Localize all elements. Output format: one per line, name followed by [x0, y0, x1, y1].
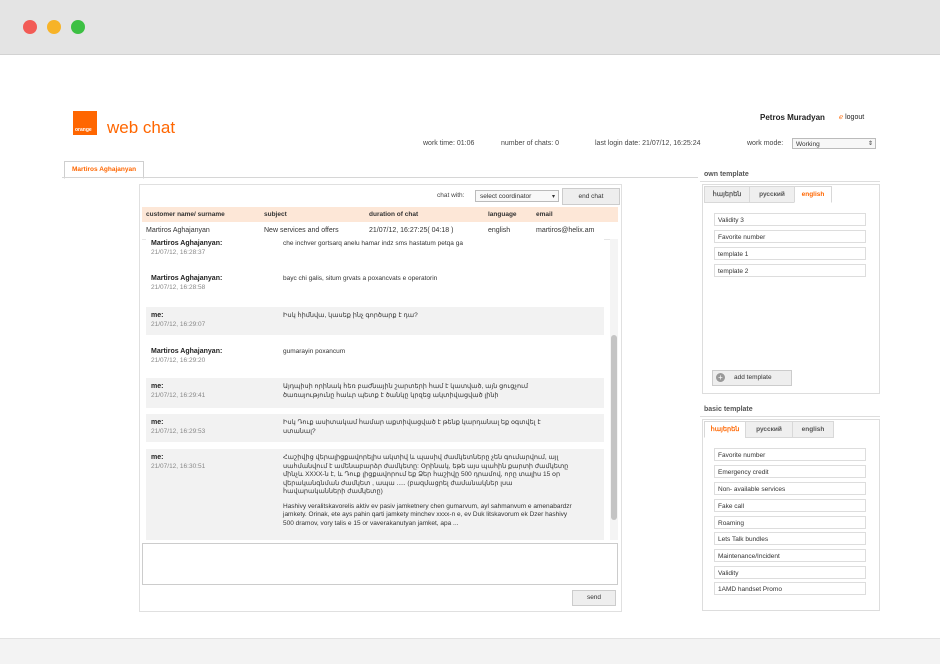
basic-template-item[interactable]: Lets Talk bundles [714, 532, 866, 545]
user-name: Petros Muradyan [760, 113, 825, 122]
basic-template-item[interactable]: Fake call [714, 499, 866, 512]
message-item [146, 343, 604, 375]
own-template-item[interactable]: Validity 3 [714, 213, 866, 226]
own-template-item[interactable]: template 1 [714, 247, 866, 260]
logo-text: orange [75, 127, 92, 133]
column-header-name: customer name/ surname [146, 211, 225, 218]
message-time: 21/07/12, 16:29:07 [151, 321, 206, 328]
own-tab-russian[interactable]: русский [749, 186, 795, 203]
send-button[interactable]: send [572, 590, 616, 606]
message-item [146, 270, 604, 304]
coordinator-select[interactable] [475, 190, 559, 202]
customer-info-row [142, 222, 618, 240]
add-template-button[interactable] [712, 370, 792, 386]
window-titlebar [0, 0, 940, 55]
orange-logo [73, 111, 97, 135]
basic-template-divider [700, 416, 880, 417]
work-time-label: work time: [423, 140, 455, 147]
chats-count-stat [501, 140, 559, 147]
message-author: me: [151, 454, 164, 461]
message-input[interactable] [142, 543, 618, 585]
updown-arrow-icon: ⇕ [867, 141, 873, 147]
chat-duration: 21/07/12, 16:27:25( 04:18 ) [369, 227, 454, 234]
basic-template-item[interactable]: Roaming [714, 516, 866, 529]
message-item [146, 414, 604, 442]
basic-template-item[interactable]: Validity [714, 566, 866, 579]
work-mode-select[interactable] [792, 138, 876, 149]
column-header-subject: subject [264, 211, 287, 218]
message-list[interactable] [142, 239, 610, 540]
basic-template-item[interactable]: Maintenance/Incident [714, 549, 866, 562]
work-time-value: 01:06 [456, 140, 475, 147]
end-chat-button[interactable]: end chat [562, 188, 620, 205]
customer-name: Martiros Aghajanyan [146, 227, 210, 234]
plus-icon: + [716, 373, 725, 382]
tab-customer-chat[interactable]: Martiros Aghajanyan [64, 161, 144, 179]
work-mode-value: Working [796, 141, 820, 148]
message-text: Իսկ Դուք ասիտակամ համար աքտիվացված է թենք կարդանալ եք օգտվել է ստանալ? [283, 419, 541, 435]
own-template-item[interactable]: Favorite number [714, 230, 866, 243]
basic-template-item[interactable]: Favorite number [714, 448, 866, 461]
own-tab-armenian[interactable]: հայերեն [704, 186, 750, 203]
basic-template-item[interactable]: Non- available services [714, 482, 866, 495]
basic-template-item[interactable]: Emergency credit [714, 465, 866, 478]
own-template-title: own template [704, 171, 749, 178]
message-author: Martiros Aghajanyan: [151, 348, 223, 355]
close-window-button[interactable] [23, 20, 37, 34]
column-header-language: language [488, 211, 517, 218]
logout-icon: ℯ [839, 114, 844, 121]
message-item [146, 449, 604, 540]
message-time: 21/07/12, 16:28:58 [151, 284, 206, 291]
message-text: Այդպիսի որինակ հեռ բաժնային շարտերի համ է կատված, այն ցուցչում ծառայությունը հաևր պետք է ծանկը կրզեց ակտիվացված լինի [283, 383, 529, 399]
customer-info-header [142, 207, 618, 222]
column-header-duration: duration of chat [369, 211, 419, 218]
tab-divider [62, 177, 698, 178]
column-header-email: email [536, 211, 553, 218]
chats-count-value: 0 [555, 140, 559, 147]
logout-label: logout [845, 114, 865, 121]
message-author: Martiros Aghajanyan: [151, 240, 223, 247]
message-time: 21/07/12, 16:30:51 [151, 463, 206, 470]
logout-link[interactable] [839, 113, 864, 121]
app-title: web chat [107, 118, 176, 137]
customer-subject: New services and offers [264, 227, 339, 234]
work-mode-label: work mode: [747, 140, 784, 147]
coordinator-select-value: select coordinator [480, 193, 532, 200]
basic-template-item[interactable]: 1AMD handset Promo [714, 582, 866, 595]
message-item [146, 378, 604, 408]
basic-tab-english[interactable]: english [792, 421, 834, 438]
own-tab-english[interactable]: english [794, 186, 832, 203]
message-author: Martiros Aghajanyan: [151, 275, 223, 282]
last-login-label: last login date: [595, 140, 641, 147]
basic-template-title: basic template [704, 406, 753, 413]
own-template-item[interactable]: template 2 [714, 264, 866, 277]
customer-email: martiros@helix.am [536, 227, 595, 234]
window-bottom-frame [0, 638, 940, 664]
message-item [146, 307, 604, 335]
message-text: bayc chi galis, situm grvats a poxancvats e operatorin [283, 275, 438, 282]
customer-language: english [488, 227, 511, 234]
message-scroll-thumb[interactable] [611, 335, 617, 520]
message-text-latin: Hashivy veralitskavorelis aktiv ev pasiv jamketnery chen gumarvum, ayl sahmanvum e amenabardzr jamkety. Orinak, ete ays pahin qarti jamkety minchev xxxx-n e, ev Duk litskavorum ek Dzer hashivy 500 dramov, vory talis e 15 or vaverakanutyan jamket, apa ... [283, 502, 572, 527]
own-template-divider [700, 181, 880, 182]
basic-tab-armenian[interactable]: հայերեն [704, 421, 746, 438]
message-author: me: [151, 419, 164, 426]
message-text: Իսկ հիմնվա, կասեք ինչ գործարք է դա? [283, 312, 418, 319]
chat-with-label: chat with: [437, 192, 465, 199]
add-template-label: add template [734, 374, 772, 381]
message-time: 21/07/12, 16:29:41 [151, 392, 206, 399]
message-text: gumarayin poxancum [283, 348, 346, 355]
message-author: me: [151, 383, 164, 390]
minimize-window-button[interactable] [47, 20, 61, 34]
last-login-value: 21/07/12, 16:25:24 [642, 140, 701, 147]
message-time: 21/07/12, 16:29:53 [151, 428, 206, 435]
basic-tab-russian[interactable]: русский [745, 421, 793, 438]
message-text [283, 454, 573, 528]
maximize-window-button[interactable] [71, 20, 85, 34]
last-login-stat [595, 140, 701, 147]
chats-count-label: number of chats: [501, 140, 554, 147]
message-time: 21/07/12, 16:29:20 [151, 357, 206, 364]
message-item [146, 239, 604, 269]
message-author: me: [151, 312, 164, 319]
chevron-down-icon: ▾ [551, 194, 555, 200]
work-time-stat [423, 140, 474, 147]
message-text-armenian: Հաշիվից վերալիցքավորելիս ակտիվ և պասիվ ժամկետները չեն գումարվում, այլ սահմանվում է ամենաբարձր ժամկետը: Օրինակ, եթե այս պահին քարտի ժամկետը մինչև XXXX-ն է, և Դուք լիցքավորում եք Ձեր հաշիվը 500 դրամով, որը տալիս 15 օր վերականգնման ժամկետ , ապա ..... (բազմացրել ժամանակներ լսա հավարականների ժամկետը) [283, 454, 569, 495]
message-time: 21/07/12, 16:28:37 [151, 249, 206, 256]
message-text: che inchver gortsarq anelu hamar indz sms hastatum petqa ga [283, 240, 463, 247]
